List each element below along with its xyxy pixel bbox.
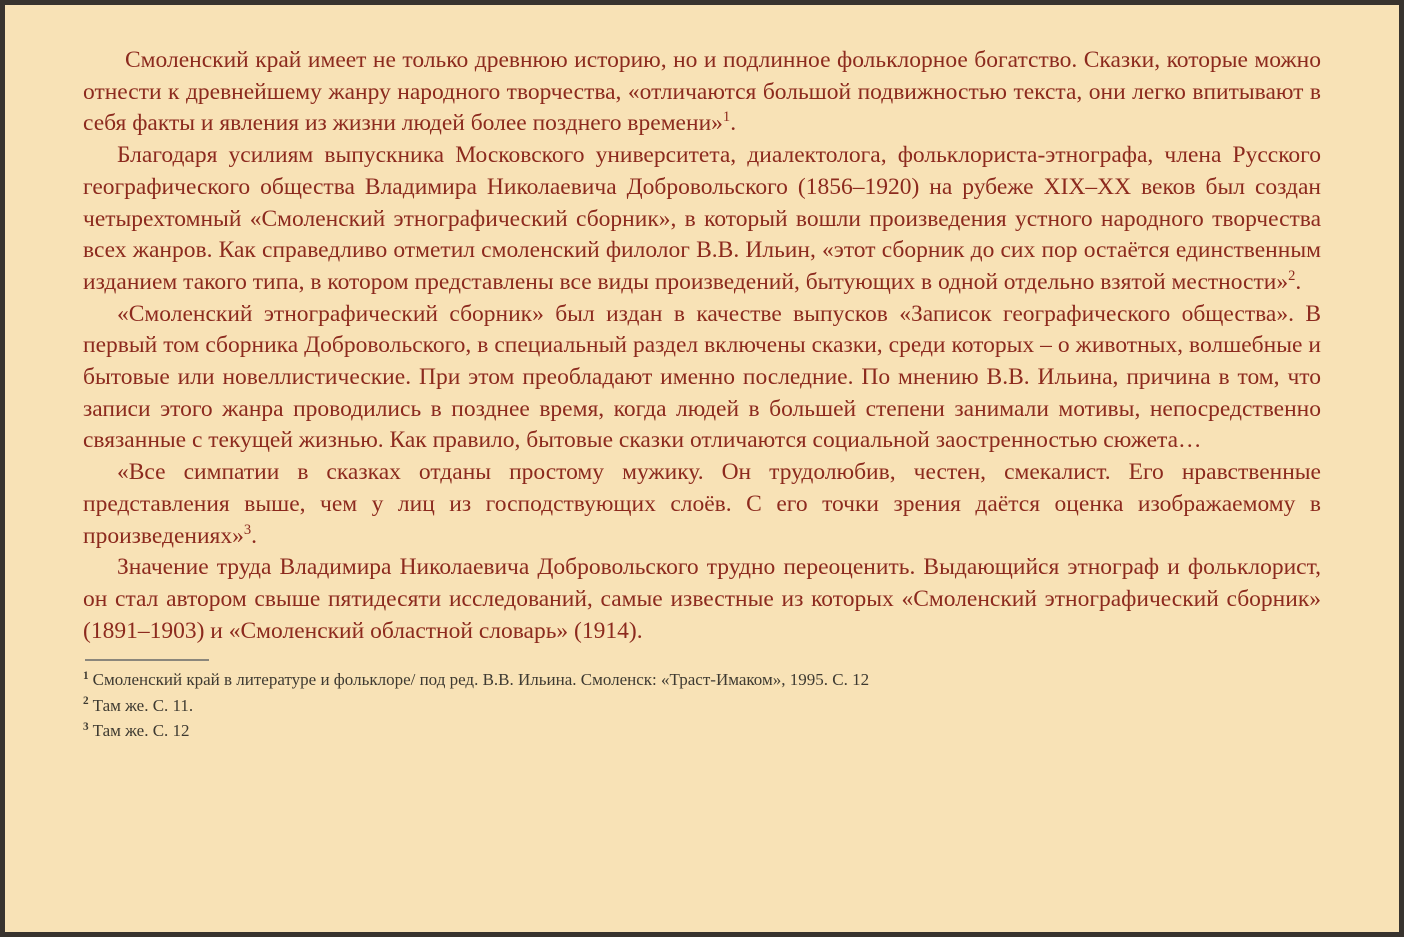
footnote-1: [83, 667, 1321, 693]
paragraph-2: [83, 140, 1321, 299]
paragraph-5: [83, 552, 1321, 647]
footnotes-section: [83, 667, 1321, 744]
footnote-1-text: Смоленский край в литературе и фольклоре/ под ред. В.В. Ильина. Смоленск: «Траст-Имаком», 1995. С. 12: [92, 670, 870, 690]
paragraph-4-text: «Все симпатии в сказках отданы простому мужику. Он трудолюбив, честен, смекалист. Его нравственные представления выше, чем у лиц из господствующих слоёв. С его точки зрения даётся оценка изображаемому в произведениях»: [83, 459, 1321, 549]
footnote-ref-1: 1: [722, 109, 731, 126]
footnote-separator: [85, 659, 209, 661]
footnote-1-number: 1: [83, 669, 89, 682]
footnote-2-number: 2: [83, 695, 89, 708]
paragraph-3-text: «Смоленский этнографический сборник» был издан в качестве выпусков «Записок географического общества». В первый том сборника Добровольского, в специальный раздел включены сказки, среди которых – о животных, волшебные и бытовые или новеллистические. При этом преобладают именно последние. По мнению В.В. Ильина, причина в том, что записи этого жанра проводились в позднее время, когда людей в большей степени занимали мотивы, непосредственно связанные с текущей жизнью. Как правило, бытовые сказки отличаются социальной заостренностью сюжета…: [83, 300, 1321, 454]
document-body: [83, 45, 1321, 647]
paragraph-1-tail: .: [730, 110, 737, 137]
footnote-3-number: 3: [83, 720, 89, 733]
paragraph-1: [83, 45, 1321, 140]
paragraph-2-tail: .: [1295, 268, 1302, 295]
paragraph-2-text: Благодаря усилиям выпускника Московского университета, диалектолога, фольклориста-этнографа, члена Русского географического общества Владимира Николаевича Добровольского (1856–1920) на рубеже XIX–XX веков был создан четырехтомный «Смоленский этнографический сборник», в который вошли произведения устного народного творчества всех жанров. Как справедливо отметил смоленский филолог В.В. Ильин, «этот сборник до сих пор остаётся единственным изданием такого типа, в котором представлены все виды произведений, бытующих в одной отдельно взятой местности»: [83, 142, 1321, 295]
paragraph-3: [83, 299, 1321, 458]
paragraph-5-text: Значение труда Владимира Николаевича Добровольского трудно переоценить. Выдающийся этнограф и фольклорист, он стал автором свыше пятидесяти исследований, самые известные из которых «Смоленский этнографический сборник» (1891–1903) и «Смоленский областной словарь» (1914).: [83, 554, 1321, 644]
footnote-2-text: Там же. С. 11.: [92, 695, 194, 715]
paragraph-4: [83, 457, 1321, 552]
footnote-2: [83, 693, 1321, 719]
footnote-3: [83, 718, 1321, 744]
footnote-ref-3: 3: [243, 521, 252, 538]
paragraph-1-text: Смоленский край имеет не только древнюю историю, но и подлинное фольклорное богатство. Сказки, которые можно отнести к древнейшему жанру народного творчества, «отличаются большой подвижностью текста, они легко впитывают в себя факты и явления из жизни людей более позднего времени»: [83, 47, 1321, 137]
paragraph-4-tail: .: [251, 522, 258, 549]
footnote-ref-2: 2: [1288, 268, 1296, 285]
footnote-3-text: Там же. С. 12: [92, 721, 190, 741]
